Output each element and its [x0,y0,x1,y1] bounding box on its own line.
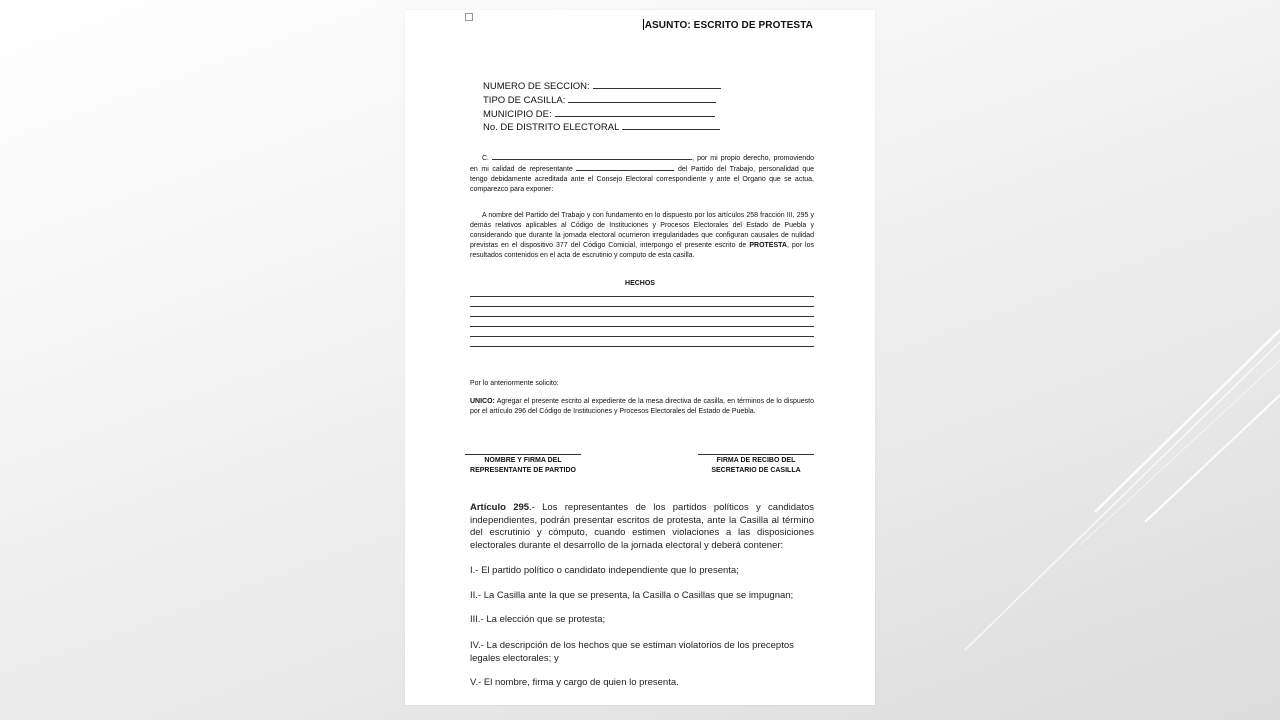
text-cursor [643,19,644,30]
field-blank [568,94,716,103]
intro-text-2: del Partido del Trabajo, personalidad que tengo debidamente acreditada ante el Consejo Electoral correspondiente y ante el Organo que se actua, comparezco para exponer: [470,166,814,193]
protesta-text-end: , por los resultados contenidos en el acta de escrutinio y computo de esta casilla. [470,242,815,259]
field-blank [593,80,721,89]
field-blank [622,121,720,130]
signature-left-line-2: REPRESENTANTE DE PARTIDO [470,467,576,474]
unico-label: UNICO: [470,398,495,405]
signature-left-line-1: NOMBRE Y FIRMA DEL [484,457,562,464]
signature-right [698,454,814,476]
hechos-heading: HECHOS [625,280,655,287]
document-subject [643,19,813,31]
articulo-item: I.- El partido político o candidato independiente que lo presenta; [470,565,739,576]
document-page [405,10,875,705]
protesta-text: A nombre del Partido del Trabajo y con fundamento en lo dispuesto por los artículos 258 fracción III, 295 y demás relativos aplicables al Código de Instituciones y Procesos Electorales del Estado de Puebla y considerando que durante la jornada electoral ocurrieron irregularidades que configuran causales de nulidad previstas en el dispositivo 377 del Código Comicial, interpongo el presente escrito de [470,212,814,249]
rep-blank [576,164,674,171]
subject-text: ASUNTO: ESCRITO DE PROTESTA [644,20,813,31]
signature-right-line-2: SECRETARIO DE CASILLA [711,467,801,474]
protesta-paragraph [470,211,814,261]
header-fields [483,80,721,135]
c-label: C. [482,155,489,162]
articulo-label: Artículo 295 [470,502,530,513]
signature-right-line-1: FIRMA DE RECIBO DEL [716,457,796,464]
intro-text-1: , por mi propio derecho, promoviendo en mi calidad de representante [470,155,814,173]
signature-left [465,454,581,476]
field-label: TIPO DE CASILLA: [483,94,566,106]
articulo-text: .- Los representantes de los partidos políticos y candidatos independientes, podrán presentar escritos de protesta, ante la Casilla al término del escrutinio y cómputo, cuando estimen violaciones a las disposiciones electorales durante el desarrollo de la jornada electoral y deberá contener: [470,502,814,551]
field-row [483,121,721,135]
field-label: MUNICIPIO DE: [483,108,552,120]
articulo-item: II.- La Casilla ante la que se presenta, la Casilla o Casillas que se impugnan; [470,590,794,601]
articulo-paragraph [470,502,814,552]
name-blank [492,153,692,160]
field-label: NUMERO DE SECCION: [483,81,590,92]
articulo-item: IV.- La descripción de los hechos que se estiman violatorios de los preceptos legales electorales; y [470,640,794,664]
field-blank [555,108,715,117]
articulo-item: V.- El nombre, firma y cargo de quien lo presenta. [470,677,679,688]
hechos-lines [470,296,814,356]
field-row [483,80,721,94]
intro-paragraph [470,153,814,195]
field-label: No. DE DISTRITO ELECTORAL [483,122,620,134]
field-row [483,108,721,122]
unico-text: Agregar el presente escrito al expediente de la mesa directiva de casilla, en términos de lo dispuesto por el artículo 296 del Código de Instituciones y Procesos Electorales del Estado de Puebla. [470,398,814,415]
articulo-item: III.- La elección que se protesta; [470,614,606,625]
anchor-icon [465,13,473,21]
field-row [483,94,721,108]
unico-paragraph [470,397,814,417]
protesta-bold: PROTESTA [749,242,787,249]
solicito-text: Por lo anteriormente solicito: [470,380,559,387]
